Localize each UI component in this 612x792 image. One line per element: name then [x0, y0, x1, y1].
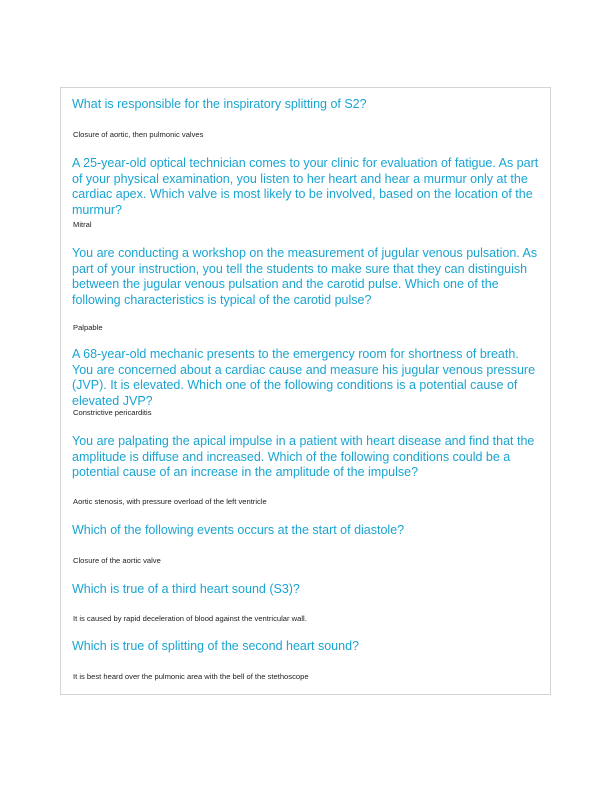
question-text: Which of the following events occurs at the start of diastole?	[72, 523, 405, 537]
question-text: What is responsible for the inspiratory splitting of S2?	[72, 97, 367, 111]
answer-text: Closure of the aortic valve	[73, 556, 161, 565]
answer-text: Aortic stenosis, with pressure overload of the left ventricle	[73, 497, 267, 506]
question-text: A 25-year-old optical technician comes to your clinic for evaluation of fatigue. As part of your physical examination, you listen to her heart and hear a murmur only at the cardiac apex. Which valve is most likely to be involved, based on the location of the murmur?	[72, 156, 539, 217]
question-text: You are palpating the apical impulse in a patient with heart disease and find that the amplitude is diffuse and increased. Which of the following conditions could be a potential cause of an increase in the amplitude of the impulse?	[72, 434, 535, 479]
answer-text: Closure of aortic, then pulmonic valves	[73, 130, 204, 139]
answer-text: Mitral	[73, 220, 92, 229]
answer-text: It is best heard over the pulmonic area with the bell of the stethoscope	[73, 672, 309, 681]
question-text: Which is true of a third heart sound (S3)?	[72, 582, 300, 596]
answer-text: It is caused by rapid deceleration of blood against the ventricular wall.	[73, 614, 307, 623]
question-text: A 68-year-old mechanic presents to the emergency room for shortness of breath. You are concerned about a cardiac cause and measure his jugular venous pressure (JVP). It is elevated. Which one of the following conditions is a potential cause of elevated JVP?	[72, 347, 536, 408]
question-text: Which is true of splitting of the second heart sound?	[72, 639, 359, 653]
answer-text: Constrictive pericarditis	[73, 408, 152, 417]
question-text: You are conducting a workshop on the measurement of jugular venous pulsation. As part of your instruction, you tell the students to make sure that they can distinguish between the jugular venous pulsation and the carotid pulse. Which one of the following characteristics is typical of the carotid pulse?	[72, 246, 538, 307]
answer-text: Palpable	[73, 323, 103, 332]
